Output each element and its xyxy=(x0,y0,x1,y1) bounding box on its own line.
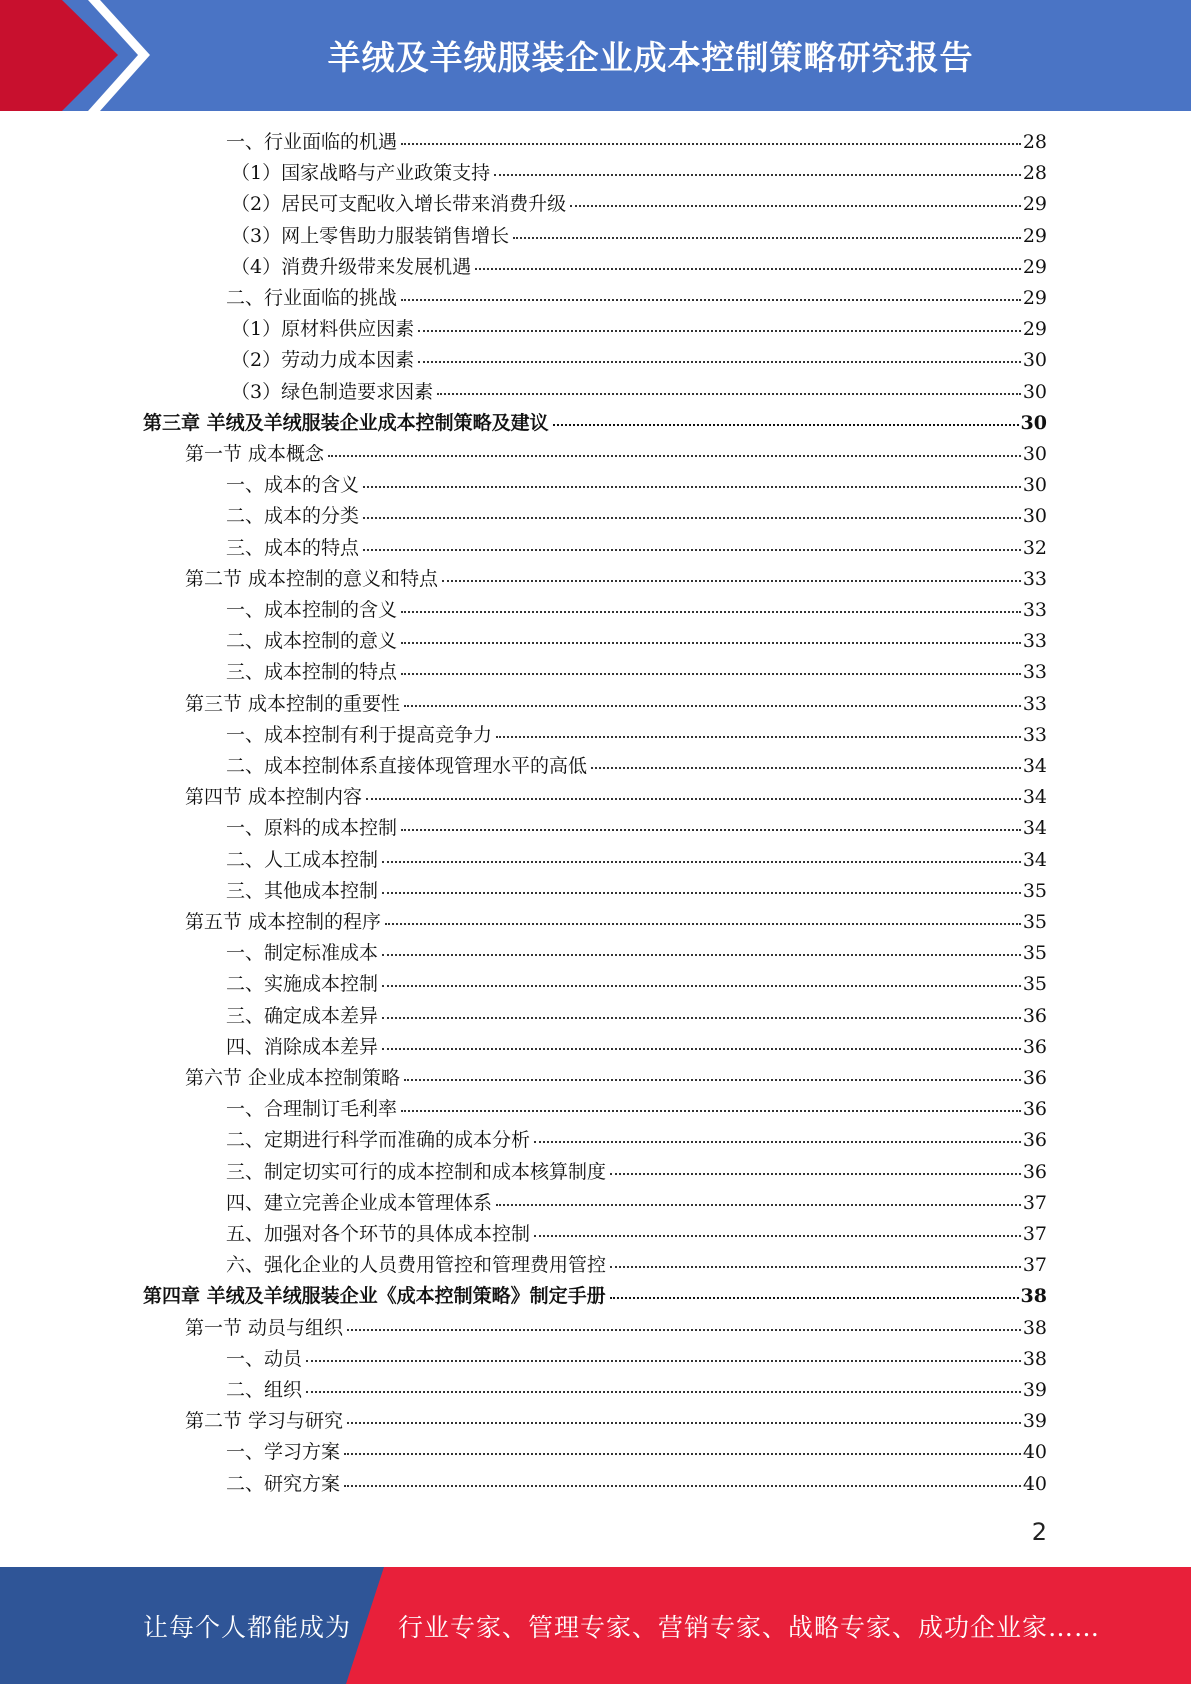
toc-dot-leader xyxy=(442,580,1021,582)
toc-entry[interactable] xyxy=(231,252,1047,283)
toc-dot-leader xyxy=(382,954,1021,956)
toc-entry[interactable] xyxy=(226,720,1047,751)
toc-section-entry[interactable] xyxy=(185,907,1047,938)
page-number: 2 xyxy=(1031,1518,1047,1546)
toc-entry-title: 二、成本控制的意义 xyxy=(226,630,398,652)
toc-dot-leader xyxy=(363,549,1021,551)
toc-entry-page: 33 xyxy=(1022,568,1047,590)
toc-entry-title: 一、成本控制有利于提高竞争力 xyxy=(226,724,493,746)
toc-entry-page: 29 xyxy=(1022,318,1047,340)
toc-entry-page: 29 xyxy=(1022,256,1047,278)
toc-entry-page: 29 xyxy=(1022,193,1047,215)
toc-dot-leader xyxy=(496,736,1021,738)
toc-entry-page: 35 xyxy=(1022,973,1047,995)
toc-entry-title: 一、原料的成本控制 xyxy=(226,817,398,839)
toc-entry-title: 五、加强对各个环节的具体成本控制 xyxy=(226,1223,531,1245)
toc-entry-title: 四、建立完善企业成本管理体系 xyxy=(226,1192,493,1214)
toc-dot-leader xyxy=(437,393,1021,395)
toc-dot-leader xyxy=(347,1422,1021,1424)
toc-chapter-entry[interactable] xyxy=(143,408,1047,439)
toc-section-entry[interactable] xyxy=(185,689,1047,720)
toc-entry-page: 40 xyxy=(1022,1441,1047,1463)
toc-entry-page: 34 xyxy=(1022,786,1047,808)
toc-entry[interactable] xyxy=(231,345,1047,376)
toc-entry-title: （3）绿色制造要求因素 xyxy=(231,381,434,403)
toc-entry-page: 38 xyxy=(1020,1285,1047,1307)
toc-entry-title: 三、成本控制的特点 xyxy=(226,661,398,683)
toc-dot-leader xyxy=(553,424,1019,426)
toc-entry-title: （4）消费升级带来发展机遇 xyxy=(231,256,472,278)
toc-entry-page: 29 xyxy=(1022,287,1047,309)
toc-entry-title: 二、研究方案 xyxy=(226,1473,341,1495)
toc-entry-page: 33 xyxy=(1022,661,1047,683)
toc-entry-page: 34 xyxy=(1022,849,1047,871)
toc-entry-page: 35 xyxy=(1022,880,1047,902)
toc-entry-title: 二、成本控制体系直接体现管理水平的高低 xyxy=(226,755,588,777)
toc-entry-title: 第四节 成本控制内容 xyxy=(185,786,363,808)
toc-entry-page: 39 xyxy=(1022,1410,1047,1432)
toc-entry-page: 36 xyxy=(1022,1161,1047,1183)
toc-entry[interactable] xyxy=(226,657,1047,688)
page-footer xyxy=(0,1567,1191,1684)
toc-entry[interactable] xyxy=(226,1125,1047,1156)
report-title: 羊绒及羊绒服装企业成本控制策略研究报告 xyxy=(327,38,974,77)
toc-dot-leader xyxy=(401,642,1021,644)
toc-entry[interactable] xyxy=(226,1250,1047,1281)
toc-dot-leader xyxy=(610,1266,1021,1268)
toc-entry-page: 37 xyxy=(1022,1223,1047,1245)
toc-entry[interactable] xyxy=(226,1219,1047,1250)
toc-entry-page: 30 xyxy=(1022,474,1047,496)
toc-entry[interactable] xyxy=(226,1437,1047,1468)
toc-entry[interactable] xyxy=(231,189,1047,220)
toc-dot-leader xyxy=(382,861,1021,863)
toc-entry[interactable] xyxy=(226,127,1047,158)
toc-section-entry[interactable] xyxy=(185,439,1047,470)
toc-entry[interactable] xyxy=(231,221,1047,252)
toc-entry-page: 34 xyxy=(1022,755,1047,777)
toc-entry-page: 30 xyxy=(1022,349,1047,371)
toc-entry-page: 37 xyxy=(1022,1254,1047,1276)
footer-slogan-left: 让每个人都能成为 xyxy=(143,1612,352,1642)
toc-entry-title: （1）原材料供应因素 xyxy=(231,318,415,340)
toc-entry[interactable] xyxy=(226,1094,1047,1125)
toc-entry-title: 一、制定标准成本 xyxy=(226,942,379,964)
toc-entry-title: 三、确定成本差异 xyxy=(226,1005,379,1027)
toc-dot-leader xyxy=(418,330,1021,332)
toc-entry[interactable] xyxy=(226,283,1047,314)
toc-entry-title: 一、成本控制的含义 xyxy=(226,599,398,621)
toc-entry[interactable] xyxy=(226,1469,1047,1500)
toc-entry-title: 第四章 羊绒及羊绒服装企业《成本控制策略》制定手册 xyxy=(143,1285,606,1307)
toc-dot-leader xyxy=(382,1048,1021,1050)
toc-entry[interactable] xyxy=(226,938,1047,969)
toc-entry-title: 第一节 动员与组织 xyxy=(185,1317,344,1339)
toc-dot-leader xyxy=(306,1360,1021,1362)
toc-entry-title: （1）国家战略与产业政策支持 xyxy=(231,162,491,184)
toc-dot-leader xyxy=(401,673,1021,675)
toc-entry[interactable] xyxy=(226,876,1047,907)
toc-entry-title: 第六节 企业成本控制策略 xyxy=(185,1067,401,1089)
toc-entry-page: 30 xyxy=(1022,443,1047,465)
toc-entry-title: 第三节 成本控制的重要性 xyxy=(185,693,401,715)
toc-entry-page: 38 xyxy=(1022,1348,1047,1370)
toc-entry-title: 四、消除成本差异 xyxy=(226,1036,379,1058)
toc-entry-page: 33 xyxy=(1022,693,1047,715)
toc-entry-page: 36 xyxy=(1022,1129,1047,1151)
toc-entry-page: 39 xyxy=(1022,1379,1047,1401)
toc-section-entry[interactable] xyxy=(185,1313,1047,1344)
toc-entry-page: 35 xyxy=(1022,942,1047,964)
toc-entry-page: 29 xyxy=(1022,225,1047,247)
toc-entry[interactable] xyxy=(231,158,1047,189)
toc-dot-leader xyxy=(513,237,1021,239)
toc-dot-leader xyxy=(401,299,1021,301)
toc-section-entry[interactable] xyxy=(185,782,1047,813)
toc-entry[interactable] xyxy=(226,595,1047,626)
toc-entry-page: 33 xyxy=(1022,599,1047,621)
toc-entry-page: 36 xyxy=(1022,1005,1047,1027)
toc-entry-page: 40 xyxy=(1022,1473,1047,1495)
toc-dot-leader xyxy=(401,829,1021,831)
toc-entry[interactable] xyxy=(226,813,1047,844)
toc-dot-leader xyxy=(347,1329,1021,1331)
toc-dot-leader xyxy=(404,1079,1021,1081)
toc-entry-title: 三、其他成本控制 xyxy=(226,880,379,902)
toc-entry[interactable] xyxy=(226,1157,1047,1188)
toc-entry[interactable] xyxy=(226,470,1047,501)
toc-entry[interactable] xyxy=(226,1344,1047,1375)
toc-dot-leader xyxy=(496,1204,1021,1206)
toc-entry-title: 二、组织 xyxy=(226,1379,303,1401)
toc-entry-title: 二、实施成本控制 xyxy=(226,973,379,995)
footer-slogan-right: 行业专家、管理专家、营销专家、战略专家、成功企业家…… xyxy=(398,1612,1101,1642)
toc-chapter-entry[interactable] xyxy=(143,1281,1047,1312)
toc-entry-title: 第二节 成本控制的意义和特点 xyxy=(185,568,439,590)
toc-entry[interactable] xyxy=(231,377,1047,408)
toc-dot-leader xyxy=(418,361,1021,363)
toc-entry-page: 36 xyxy=(1022,1036,1047,1058)
toc-dot-leader xyxy=(534,1141,1021,1143)
toc-entry-page: 33 xyxy=(1022,724,1047,746)
toc-entry[interactable] xyxy=(226,1375,1047,1406)
toc-section-entry[interactable] xyxy=(185,564,1047,595)
toc-entry-page: 35 xyxy=(1022,911,1047,933)
toc-dot-leader xyxy=(610,1297,1019,1299)
toc-entry-title: 二、定期进行科学而准确的成本分析 xyxy=(226,1129,531,1151)
toc-entry-title: 一、成本的含义 xyxy=(226,474,360,496)
toc-entry-page: 30 xyxy=(1020,412,1047,434)
toc-entry-page: 30 xyxy=(1022,381,1047,403)
toc-dot-leader xyxy=(591,767,1021,769)
toc-entry[interactable] xyxy=(226,533,1047,564)
toc-entry-page: 34 xyxy=(1022,817,1047,839)
toc-entry[interactable] xyxy=(226,1188,1047,1219)
toc-entry-title: （3）网上零售助力服装销售增长 xyxy=(231,225,510,247)
toc-dot-leader xyxy=(475,268,1021,270)
toc-entry-title: 三、制定切实可行的成本控制和成本核算制度 xyxy=(226,1161,607,1183)
toc-entry-page: 36 xyxy=(1022,1098,1047,1120)
toc-dot-leader xyxy=(401,1110,1021,1112)
toc-entry-title: 第二节 学习与研究 xyxy=(185,1410,344,1432)
toc-entry-title: 一、行业面临的机遇 xyxy=(226,131,398,153)
toc-section-entry[interactable] xyxy=(185,1406,1047,1437)
toc-entry-page: 28 xyxy=(1022,131,1047,153)
toc-dot-leader xyxy=(344,1453,1021,1455)
toc-entry-page: 36 xyxy=(1022,1067,1047,1089)
toc-entry-page: 32 xyxy=(1022,537,1047,559)
toc-dot-leader xyxy=(328,455,1021,457)
toc-entry-title: 二、人工成本控制 xyxy=(226,849,379,871)
toc-entry[interactable] xyxy=(226,751,1047,782)
toc-entry-title: 三、成本的特点 xyxy=(226,537,360,559)
toc-entry[interactable] xyxy=(231,314,1047,345)
toc-dot-leader xyxy=(382,985,1021,987)
toc-entry-page: 38 xyxy=(1022,1317,1047,1339)
toc-entry-title: 六、强化企业的人员费用管控和管理费用管控 xyxy=(226,1254,607,1276)
toc-dot-leader xyxy=(363,517,1021,519)
toc-dot-leader xyxy=(344,1485,1021,1487)
toc-entry-page: 37 xyxy=(1022,1192,1047,1214)
toc-entry-title: 二、行业面临的挑战 xyxy=(226,287,398,309)
toc-dot-leader xyxy=(610,1173,1021,1175)
toc-entry-title: 一、合理制订毛利率 xyxy=(226,1098,398,1120)
toc-dot-leader xyxy=(494,174,1021,176)
toc-section-entry[interactable] xyxy=(185,1063,1047,1094)
toc-entry[interactable] xyxy=(226,501,1047,532)
toc-entry-page: 30 xyxy=(1022,505,1047,527)
toc-entry-title: 第一节 成本概念 xyxy=(185,443,325,465)
toc-dot-leader xyxy=(534,1235,1021,1237)
toc-dot-leader xyxy=(401,611,1021,613)
toc-entry[interactable] xyxy=(226,969,1047,1000)
page-header xyxy=(0,0,1191,111)
toc-dot-leader xyxy=(404,705,1021,707)
toc-dot-leader xyxy=(385,923,1021,925)
toc-entry-title: 二、成本的分类 xyxy=(226,505,360,527)
toc-dot-leader xyxy=(306,1391,1021,1393)
toc-dot-leader xyxy=(366,798,1021,800)
toc-entry-title: 第三章 羊绒及羊绒服装企业成本控制策略及建议 xyxy=(143,412,549,434)
toc-entry-title: 一、学习方案 xyxy=(226,1441,341,1463)
toc-entry-title: （2）劳动力成本因素 xyxy=(231,349,415,371)
toc-entry-title: 一、动员 xyxy=(226,1348,303,1370)
toc-entry-title: 第五节 成本控制的程序 xyxy=(185,911,382,933)
toc-dot-leader xyxy=(363,486,1021,488)
toc-entry-page: 28 xyxy=(1022,162,1047,184)
toc-entry[interactable] xyxy=(226,1032,1047,1063)
toc-entry-page: 33 xyxy=(1022,630,1047,652)
toc-entry[interactable] xyxy=(226,1001,1047,1032)
toc-entry-title: （2）居民可支配收入增长带来消费升级 xyxy=(231,193,567,215)
toc-entry[interactable] xyxy=(226,626,1047,657)
toc-dot-leader xyxy=(382,1017,1021,1019)
toc-dot-leader xyxy=(382,892,1021,894)
toc-entry[interactable] xyxy=(226,845,1047,876)
toc-dot-leader xyxy=(401,143,1021,145)
toc-dot-leader xyxy=(570,205,1021,207)
